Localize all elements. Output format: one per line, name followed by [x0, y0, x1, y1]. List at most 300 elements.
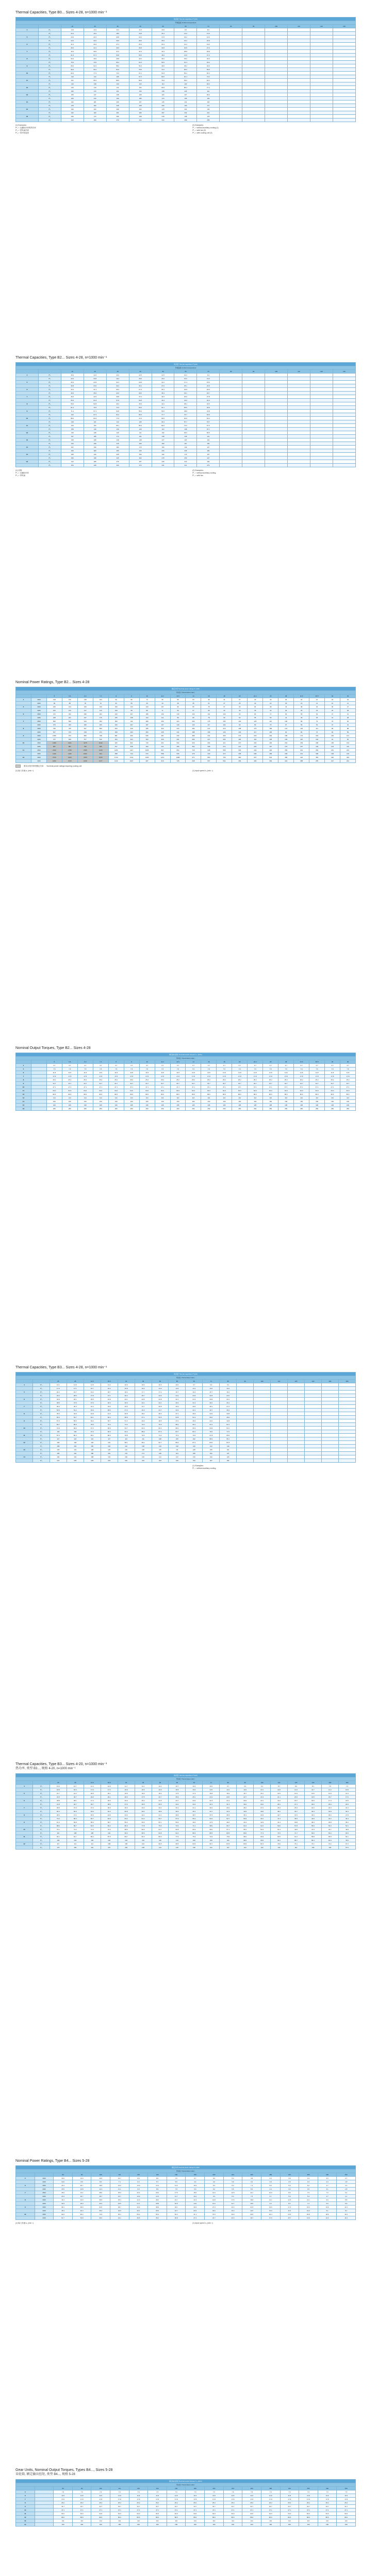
table-cell: 92.1	[271, 1839, 288, 1842]
table-cell: 21.2	[174, 43, 197, 46]
table-cell: 9.9	[318, 2198, 337, 2202]
table-cell	[242, 79, 265, 82]
table-cell	[242, 399, 265, 402]
table-cell: 184	[197, 449, 220, 453]
table-row	[16, 424, 356, 428]
table-cell: 17.5	[167, 2191, 186, 2195]
table-cell: 47.1	[278, 1086, 294, 1089]
table-cell	[237, 1409, 254, 1412]
table-cell: 17.8	[167, 2498, 186, 2501]
table-cell: 303	[217, 734, 232, 738]
table-cell: 158	[84, 1455, 101, 1459]
table-cell: 169	[93, 705, 108, 709]
table-cell: 5.3	[299, 2195, 318, 2198]
table-cell: 11.8	[337, 2494, 356, 2498]
table-cell	[271, 1423, 288, 1427]
row-kind-cell: Pᵗ₂	[32, 1430, 50, 1434]
table-cell: 172	[84, 90, 106, 93]
table-cell: 19.2	[84, 1391, 101, 1394]
legend-swatch	[15, 765, 21, 768]
table-cell	[242, 413, 265, 417]
row-kind-cell: Pᵗ₂	[38, 435, 61, 438]
column-header: 180	[338, 1781, 355, 1785]
table-cell	[333, 93, 355, 97]
table-cell: 112	[84, 75, 106, 79]
row-size-cell: 10	[16, 417, 39, 420]
table-cell	[333, 115, 355, 118]
table-cell	[288, 93, 310, 97]
table-cell: 150	[248, 1100, 263, 1104]
table-cell	[333, 399, 355, 402]
column-header: 45	[340, 1060, 356, 1064]
table-cell: 87.7	[174, 420, 197, 424]
table-cell: 25.2	[62, 1078, 77, 1082]
column-header: 11.2	[155, 694, 170, 698]
table-cell	[304, 1416, 321, 1419]
table-cell: 36.4	[152, 392, 174, 395]
table-cell	[310, 68, 333, 72]
table-cell: 3.4	[299, 2177, 318, 2180]
table-cell: 84	[294, 731, 309, 734]
row-kind-cell	[31, 1104, 46, 1107]
table-cell: 136	[325, 734, 340, 738]
table-cell: 11.8	[155, 1071, 170, 1075]
table-cell: 80.0	[152, 1835, 169, 1839]
table-cell	[288, 86, 310, 90]
table-cell: 25.2	[129, 2501, 148, 2505]
table-cell: 64.0	[263, 1089, 278, 1093]
table-cell: 313	[61, 460, 84, 464]
table-cell: 207	[124, 723, 139, 727]
table-cell	[220, 453, 242, 456]
table-cell: 47.1	[201, 1086, 217, 1089]
table-cell: 29.0	[321, 1814, 338, 1817]
row-kind-cell: Pᵗ₂	[38, 377, 61, 381]
table-cell: 197	[263, 745, 278, 749]
table-cell: 36.8	[321, 1821, 338, 1824]
table-cell: 560	[46, 720, 62, 723]
table-cell: 88	[340, 727, 356, 731]
section-subtitle: 齿轮箱, 额定输出扭矩, 类型 B4..., 规格 5-28	[15, 2473, 75, 2476]
row-size-cell: 6	[16, 2494, 35, 2498]
table-cell: 11.8	[242, 2494, 261, 2498]
table-row	[16, 720, 356, 723]
table-cell: 17.8	[54, 2498, 73, 2501]
row-kind-cell	[35, 2490, 54, 2494]
row-size-cell: 7	[16, 1075, 31, 1078]
table-cell: 4.7	[318, 2195, 337, 2198]
table-cell: 195	[186, 1104, 201, 1107]
table-cell: 23.5	[220, 1795, 237, 1799]
table-row	[16, 1107, 356, 1111]
table-cell: 33.1	[174, 392, 197, 395]
table-cell: 7.6	[93, 1067, 108, 1071]
table-cell: 353	[155, 727, 170, 731]
table-row	[16, 399, 356, 402]
row-size-cell	[16, 2216, 35, 2220]
table-cell: 124	[67, 1437, 84, 1441]
column-header: 50	[152, 25, 174, 28]
table-cell: 105	[129, 420, 152, 424]
table-cell: 86.6	[299, 2516, 318, 2519]
table-cell: 359	[278, 749, 294, 752]
table-cell	[220, 43, 242, 46]
table-cell: 53.6	[135, 1821, 152, 1824]
table-cell: 432	[294, 756, 309, 759]
table-cell: 22.0	[61, 377, 84, 381]
table-cell: 32.4	[106, 384, 129, 388]
table-cell	[333, 456, 355, 460]
table-cell: 82.2	[101, 1824, 118, 1828]
table-cell: 7.6	[205, 2490, 224, 2494]
column-header: 100	[265, 25, 288, 28]
column-header: 40	[129, 25, 152, 28]
table-cell: 57.1	[135, 1416, 152, 1419]
row-kind-cell: Pᵗ₂	[32, 1452, 50, 1455]
table-cell: 4.7	[46, 1064, 62, 1067]
row-size-cell	[16, 1795, 33, 1799]
table-cell	[288, 90, 310, 93]
table-cell: 11.8	[280, 2494, 299, 2498]
table-cell: 11.2	[321, 1788, 338, 1792]
table-cell: 114	[186, 2519, 205, 2523]
table-cell: 17.8	[223, 2498, 242, 2501]
table-cell: 191	[67, 1452, 84, 1455]
row-kind-cell: Pᵗ₂	[32, 1423, 50, 1427]
table-cell: 49.4	[152, 399, 174, 402]
table-cell: 114	[54, 2519, 73, 2523]
table-cell: 37.1	[169, 1412, 186, 1416]
table-cell	[242, 108, 265, 111]
table-cell: 99	[170, 716, 186, 720]
table-cell: 50.4	[197, 72, 220, 75]
table-cell: 670	[139, 752, 155, 756]
table-cell: 25.2	[135, 1799, 152, 1803]
table-cell: 139	[106, 428, 129, 431]
table-cell: 150	[242, 2523, 261, 2527]
table-cell: 8.9	[280, 2191, 299, 2195]
table-cell: 11.8	[91, 2494, 110, 2498]
table-cell: 36.3	[91, 2209, 110, 2213]
table-cell: 175	[93, 716, 108, 720]
table-cell: 211	[170, 731, 186, 734]
row-kind-cell: Pᵗ₁	[38, 72, 61, 75]
table-row	[16, 1093, 356, 1096]
table-cell: 248	[46, 716, 62, 720]
table-cell: 171	[135, 1452, 152, 1455]
table-cell	[237, 1401, 254, 1405]
table-cell: 29.2	[220, 1806, 237, 1810]
table-cell: 37.0	[84, 1401, 101, 1405]
table-cell: 45.4	[54, 2209, 73, 2213]
table-cell: 49.1	[254, 1817, 271, 1821]
table-cell: 34.7	[155, 1082, 170, 1086]
table-cell: 96.6	[135, 1832, 152, 1835]
table-cell: 1700	[108, 756, 124, 759]
table-cell: 25.1	[186, 1795, 203, 1799]
table-cell: 141	[152, 1455, 169, 1459]
table-cell: 4.7	[201, 1064, 217, 1067]
table-cell: 57	[186, 709, 201, 713]
column-header: 40	[118, 1380, 135, 1383]
table-cell: 7.6	[46, 1067, 62, 1071]
table-cell: 53.3	[321, 1824, 338, 1828]
table-cell: 11.8	[167, 2494, 186, 2498]
table-cell: 150	[108, 705, 124, 709]
table-cell: 23	[309, 709, 325, 713]
table-cell: 71.2	[61, 410, 84, 413]
table-cell: 129	[203, 1455, 220, 1459]
table-cell	[242, 438, 265, 442]
table-cell: 110	[50, 1832, 67, 1835]
table-cell: 82.8	[220, 1832, 237, 1835]
table-cell: 64.0	[108, 1089, 124, 1093]
section-title	[15, 2159, 356, 2163]
table-cell: 7.9	[299, 2191, 318, 2195]
table-cell: 97.6	[84, 1430, 101, 1434]
table-cell: 67	[217, 705, 232, 709]
table-row	[16, 1806, 356, 1810]
column-header: 110	[288, 25, 310, 28]
table-cell: 36.0	[101, 1401, 118, 1405]
column-header: 5.6	[62, 1060, 77, 1064]
table-cell: 70.2	[321, 1842, 338, 1846]
table-cell: 150	[77, 1100, 93, 1104]
table-cell	[310, 54, 333, 57]
row-size-cell: 11	[16, 1434, 33, 1437]
table-cell: 250	[46, 1107, 62, 1111]
table-cell: 41.6	[101, 1412, 118, 1416]
row-size-cell: 8	[16, 2198, 35, 2202]
table-cell: 47.1	[232, 1086, 248, 1089]
table-cell	[333, 39, 355, 43]
column-header: 315	[280, 2487, 299, 2490]
table-cell	[220, 100, 242, 104]
footnotes-en	[192, 124, 356, 134]
table-cell	[265, 392, 288, 395]
table-cell	[288, 453, 310, 456]
table-cell	[333, 460, 355, 464]
table-cell: 96.4	[152, 420, 174, 424]
row-size-cell: 11	[16, 1089, 31, 1093]
table-cell	[254, 1455, 271, 1459]
table-cell: 154	[67, 1445, 84, 1448]
table-cell: 51.4	[271, 1828, 288, 1832]
table-cell: 11.8	[217, 1071, 232, 1075]
table-cell: 64.0	[201, 1089, 217, 1093]
table-cell	[321, 1445, 338, 1448]
column-header: 16	[201, 1060, 217, 1064]
table-cell: 81.9	[254, 1842, 271, 1846]
column-header: 20	[84, 25, 106, 28]
row-kind-cell: 1000	[31, 731, 46, 734]
table-cell: 18.0	[106, 32, 129, 36]
table-cell: 99	[325, 727, 340, 731]
row-kind-cell: Pᵗ₁	[32, 1785, 50, 1788]
row-kind-cell: 1500	[35, 2177, 54, 2180]
table-cell	[288, 108, 310, 111]
row-kind-cell: Pᵗ₁	[38, 381, 61, 384]
column-header: 6.3	[77, 694, 93, 698]
table-cell: 34.7	[46, 1082, 62, 1086]
table-row	[16, 1817, 356, 1821]
table-cell: 33.4	[61, 388, 84, 392]
table-cell: 14.5	[203, 1788, 220, 1792]
table-cell: 20.8	[197, 39, 220, 43]
table-cell	[265, 402, 288, 406]
table-cell	[338, 1412, 355, 1416]
table-cell: 244	[61, 442, 84, 446]
table-cell: 61.8	[152, 72, 174, 75]
table-cell: 181	[84, 100, 106, 104]
table-cell	[265, 384, 288, 388]
table-row	[16, 428, 356, 431]
table-cell	[338, 1423, 355, 1427]
table-cell: 288	[294, 759, 309, 763]
table-cell: 50	[263, 716, 278, 720]
table-cell: 59	[170, 698, 186, 702]
table-cell: 11.7	[304, 1788, 321, 1792]
table-cell: 9.4	[197, 374, 220, 377]
table-cell: 9.6	[174, 28, 197, 32]
row-kind-cell: 1000	[31, 723, 46, 727]
table-cell	[310, 384, 333, 388]
table-cell: 4.7	[340, 1064, 356, 1067]
table-cell: 20.0	[148, 2191, 167, 2195]
table-cell: 15.0	[54, 2177, 73, 2180]
table-cell	[271, 1452, 288, 1455]
table-cell: 47.1	[93, 1086, 108, 1089]
table-cell: 50.8	[118, 1810, 135, 1814]
table-cell	[220, 374, 242, 377]
table-cell: 104	[84, 1441, 101, 1445]
table-cell	[321, 1441, 338, 1445]
table-row	[16, 1419, 356, 1423]
table-cell: 493	[139, 745, 155, 749]
data-table	[15, 2479, 356, 2527]
table-cell	[271, 1437, 288, 1441]
column-header: 9	[124, 1060, 139, 1064]
table-cell: 3.1	[318, 2188, 337, 2191]
table-cell: 132	[62, 698, 77, 702]
table-cell: 77.6	[169, 1835, 186, 1839]
table-cell: 150	[91, 2523, 110, 2527]
table-cell: 85.5	[203, 1832, 220, 1835]
table-cell: 96	[170, 705, 186, 709]
table-cell: 81.2	[61, 406, 84, 410]
table-cell: 24.8	[101, 1398, 118, 1401]
table-cell	[288, 64, 310, 68]
row-size-cell	[16, 1437, 33, 1441]
table-cell: 263	[139, 731, 155, 734]
footnote-line: Pᵗ₁ = without auxiliary cooling	[192, 1467, 216, 1469]
table-cell	[220, 431, 242, 435]
row-kind-cell: Pᵗ₁	[32, 1806, 50, 1810]
table-cell: 144	[152, 1846, 169, 1850]
table-cell: 296	[77, 723, 93, 727]
data-table	[15, 2165, 356, 2220]
table-cell: 106	[203, 1839, 220, 1842]
table-cell	[310, 460, 333, 464]
table-row	[16, 1387, 356, 1391]
table-cell: 25.2	[148, 2501, 167, 2505]
table-cell: 136	[186, 1846, 203, 1850]
table-cell: 89.9	[135, 1430, 152, 1434]
table-cell: 200	[129, 442, 152, 446]
row-size-cell	[16, 456, 39, 460]
table-cell: 70.6	[84, 61, 106, 64]
table-cell	[271, 1445, 288, 1448]
row-kind-cell: Pᵗ₁	[38, 374, 61, 377]
table-cell: 142	[118, 1445, 135, 1448]
table-cell: 25.2	[299, 2501, 318, 2505]
table-cell	[310, 413, 333, 417]
table-cell: 64.4	[237, 1824, 254, 1828]
table-cell: 233	[108, 723, 124, 727]
table-cell	[254, 1437, 271, 1441]
table-cell	[265, 39, 288, 43]
table-cell: 25.2	[340, 1078, 356, 1082]
table-cell: 219	[217, 727, 232, 731]
table-cell: 204	[152, 1459, 169, 1463]
table-cell: 68.5	[118, 1828, 135, 1832]
table-cell	[310, 79, 333, 82]
table-cell: 114	[139, 1096, 155, 1100]
table-cell: 49.0	[84, 57, 106, 61]
table-cell: 35	[309, 716, 325, 720]
section-title-text: Nominal Output Torques, Type B2... Sizes 4-28	[15, 1046, 91, 1050]
table-cell: 44.4	[237, 1821, 254, 1824]
table-cell	[242, 420, 265, 424]
row-kind-cell: Pᵗ₂	[32, 1810, 50, 1814]
row-size-cell: 14	[16, 2523, 35, 2527]
table-cell: 12.0	[91, 2177, 110, 2180]
column-header: 400	[318, 2173, 337, 2177]
table-cell: 105	[263, 731, 278, 734]
row-kind-cell: 1000	[35, 2188, 54, 2191]
row-kind-cell: Pᵗ₂	[38, 442, 61, 446]
table-cell: 36.7	[288, 1810, 305, 1814]
table-cell: 6.7	[186, 2177, 205, 2180]
row-size-cell	[16, 435, 39, 438]
table-cell: 25.2	[72, 2501, 91, 2505]
table-row	[16, 1792, 356, 1795]
table-cell: 4.7	[248, 1064, 263, 1067]
table-cell: 27.8	[84, 1394, 101, 1398]
table-header-subtitle: 传动比 Transmission ratio i	[16, 1057, 356, 1060]
table-cell: 34.7	[309, 1082, 325, 1086]
footnotes-cn	[15, 124, 179, 134]
table-cell: 48	[263, 705, 278, 709]
table-cell: 77.2	[84, 72, 106, 75]
table-row	[16, 1795, 356, 1799]
table-cell	[288, 428, 310, 431]
table-cell	[288, 28, 310, 32]
table-cell: 77.7	[152, 413, 174, 417]
table-cell: 282	[186, 727, 201, 731]
table-cell: 16	[294, 702, 309, 705]
table-cell: 86.6	[278, 1093, 294, 1096]
table-cell: 11.8	[108, 1071, 124, 1075]
table-cell: 119	[84, 86, 106, 90]
table-cell: 14.0	[61, 28, 84, 32]
table-cell: 278	[152, 456, 174, 460]
table-cell: 100	[278, 720, 294, 723]
table-cell: 150	[294, 1100, 309, 1104]
table-cell: 17.8	[309, 1075, 325, 1078]
table-cell	[254, 1405, 271, 1409]
table-cell	[265, 395, 288, 399]
